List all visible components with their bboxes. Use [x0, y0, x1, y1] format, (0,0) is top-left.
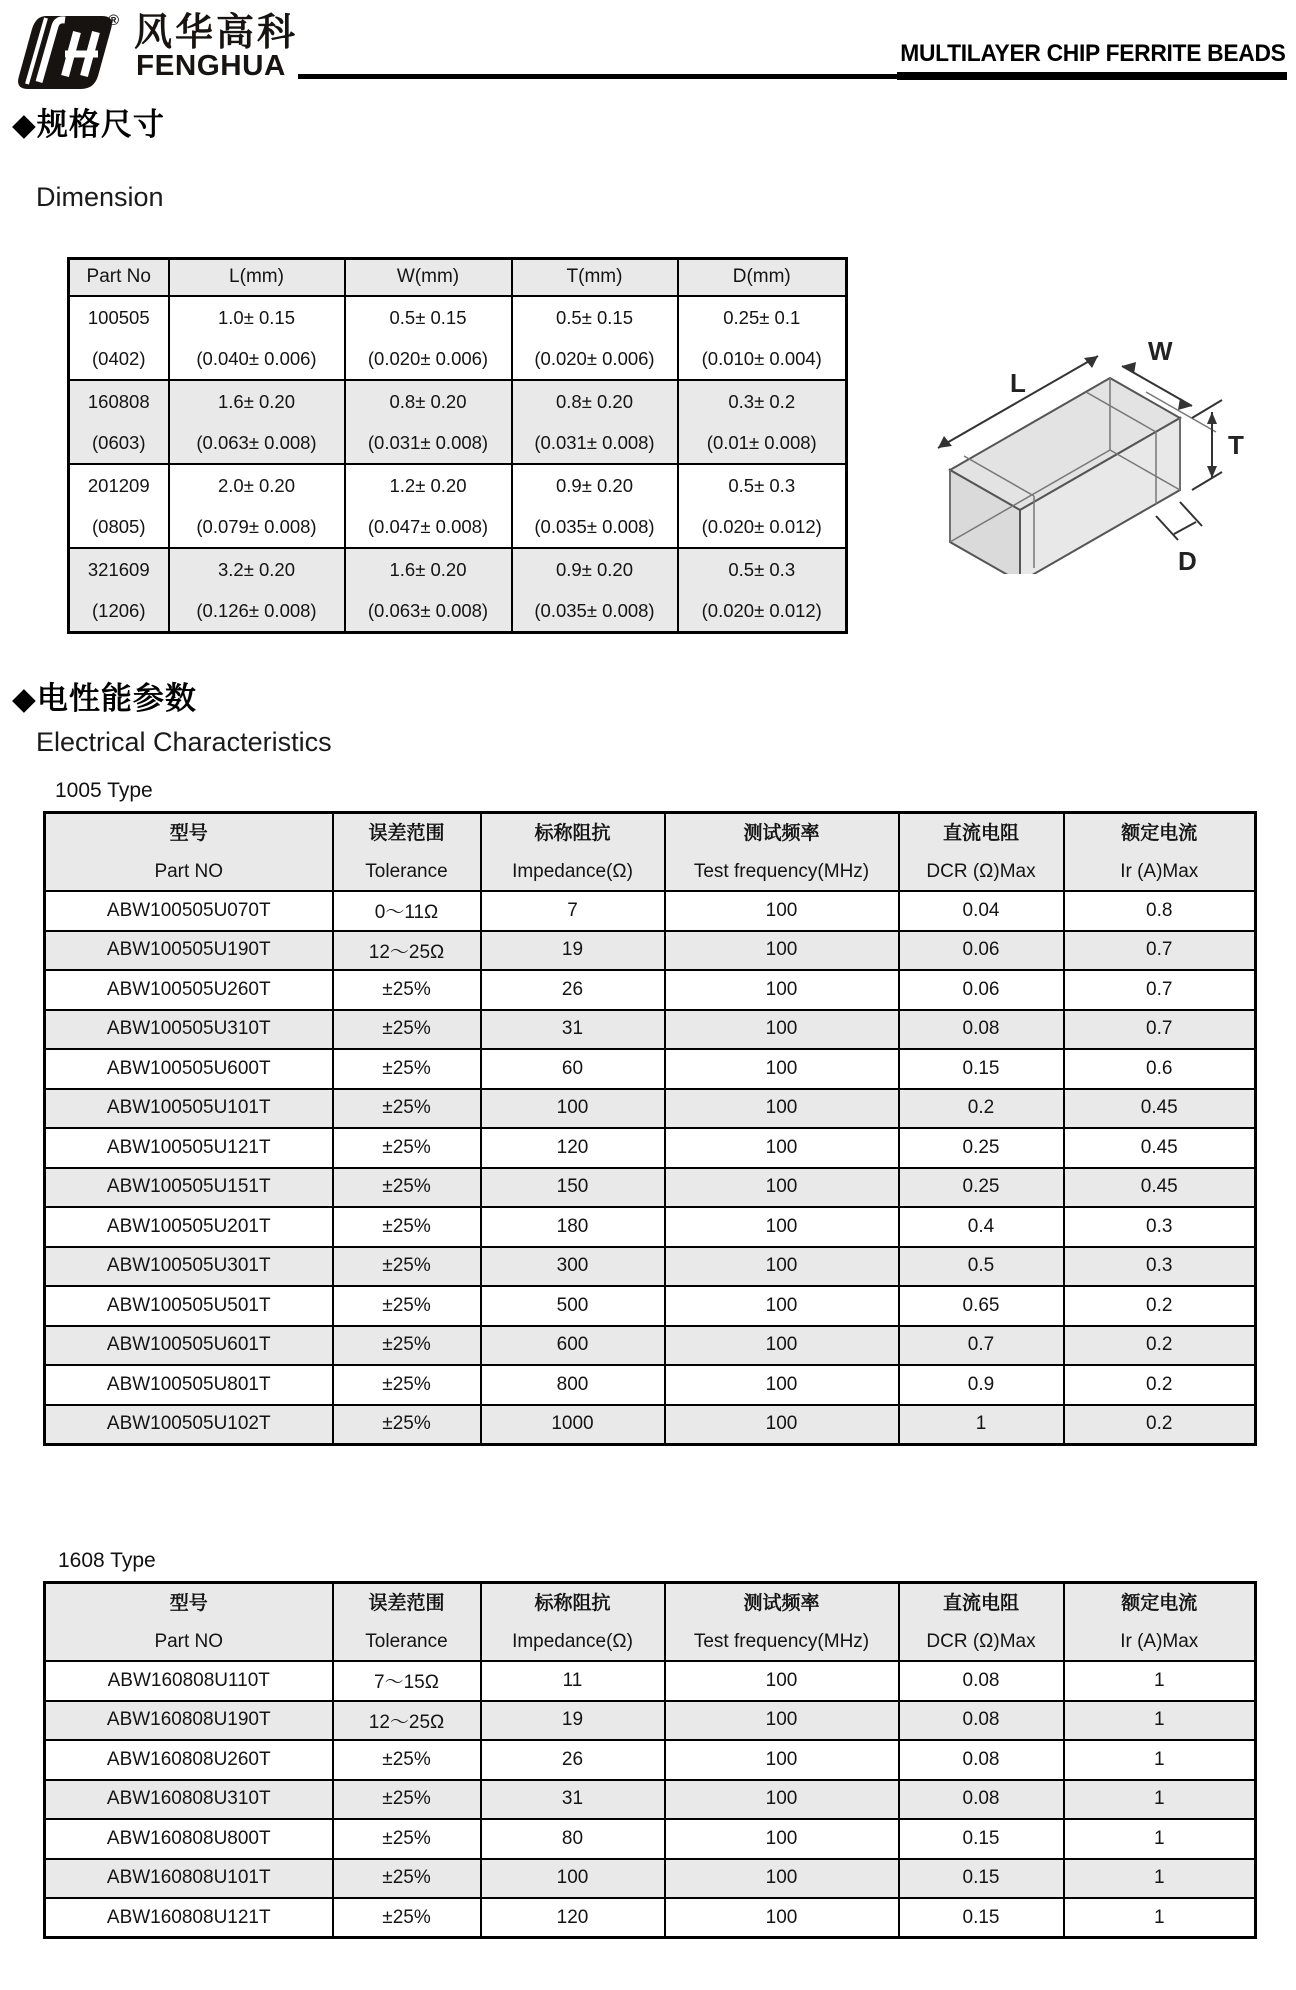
- dimension-cell-line: 0.3± 0.2: [728, 390, 796, 412]
- spec-cell: 100: [665, 1661, 899, 1701]
- spec-cell: 1: [1064, 1780, 1256, 1820]
- dimension-cell: [69, 548, 169, 633]
- spec-cell: 120: [481, 1128, 665, 1168]
- spec-row: [45, 1740, 1256, 1780]
- dimension-cell: [169, 380, 345, 464]
- spec-cell: 180: [481, 1207, 665, 1247]
- dimension-cell-line: 0.5± 0.3: [728, 474, 796, 496]
- dimension-cell-line: (0402): [92, 347, 146, 369]
- spec-cell: 1: [1064, 1819, 1256, 1859]
- dimension-cell-line: (0.063± 0.008): [196, 431, 317, 453]
- spec-cell: 0.65: [899, 1286, 1064, 1326]
- spec-column-header: [1064, 1583, 1256, 1662]
- diagram-label-t: T: [1228, 430, 1244, 460]
- spec-column-header-cn: 测试频率: [743, 823, 820, 844]
- dimension-cell-line: 0.8± 0.20: [555, 390, 634, 412]
- spec-table-body: [45, 1661, 1256, 1938]
- spec-cell: ±25%: [333, 1010, 481, 1050]
- spec-column-header-cn: 直流电阻: [942, 823, 1019, 844]
- dimension-row: [69, 380, 847, 464]
- type-label-1005: 1005 Type: [55, 779, 153, 802]
- dimension-cell-line: 0.9± 0.20: [555, 474, 634, 496]
- spec-column-header-en: Tolerance: [365, 1631, 448, 1652]
- spec-column-header-en: Ir (A)Max: [1120, 1631, 1199, 1652]
- spec-cell: 1: [1064, 1898, 1256, 1938]
- spec-column-header-cn: 额定电流: [1121, 1593, 1198, 1614]
- spec-table-body: [45, 891, 1256, 1444]
- dimension-cell: [512, 548, 678, 633]
- document-title: MULTILAYER CHIP FERRITE BEADS: [900, 40, 1286, 67]
- spec-cell: 0.08: [899, 1701, 1064, 1741]
- dimension-column-header: Part No: [69, 259, 169, 296]
- spec-cell: ABW100505U070T: [45, 891, 333, 931]
- spec-column-header-en: Part NO: [154, 1631, 224, 1652]
- spec-cell: ABW100505U201T: [45, 1207, 333, 1247]
- spec-cell: ±25%: [333, 1740, 481, 1780]
- spec-row: [45, 931, 1256, 971]
- spec-cell: 12～25Ω: [333, 1701, 481, 1741]
- spec-cell: 500: [481, 1286, 665, 1326]
- dimension-cell-line: (0.020± 0.006): [534, 347, 655, 369]
- spec-cell: ABW100505U301T: [45, 1247, 333, 1287]
- spec-cell: 100: [665, 1898, 899, 1938]
- spec-column-header: [45, 813, 333, 892]
- dimension-cell: [169, 464, 345, 548]
- spec-cell: 100: [665, 1701, 899, 1741]
- spec-row: [45, 1010, 1256, 1050]
- dimension-cell: [345, 296, 512, 380]
- spec-cell: 1: [1064, 1701, 1256, 1741]
- spec-cell: 100: [665, 1405, 899, 1445]
- spec-row: [45, 1168, 1256, 1208]
- spec-cell: 100: [665, 1207, 899, 1247]
- dimension-cell-line: 0.25± 0.1: [723, 306, 801, 328]
- spec-cell: ABW100505U501T: [45, 1286, 333, 1326]
- dimension-cell-line: (0.035± 0.008): [534, 515, 655, 537]
- spec-cell: 1: [1064, 1859, 1256, 1899]
- spec-cell: ABW100505U601T: [45, 1326, 333, 1366]
- spec-column-header-cn: 标称阻抗: [534, 1593, 611, 1614]
- spec-row: [45, 1819, 1256, 1859]
- diagram-label-w: W: [1148, 336, 1173, 366]
- dimension-cell: [678, 380, 847, 464]
- spec-cell: ABW100505U260T: [45, 970, 333, 1010]
- spec-cell: ±25%: [333, 1168, 481, 1208]
- spec-column-header-en: Test frequency(MHz): [693, 861, 870, 882]
- spec-column-header: [45, 1583, 333, 1662]
- spec-cell: 0.45: [1064, 1128, 1256, 1168]
- spec-cell: 0.15: [899, 1819, 1064, 1859]
- dimension-row: [69, 296, 847, 380]
- spec-cell: 26: [481, 970, 665, 1010]
- spec-row: [45, 891, 1256, 931]
- header-divider-line: [298, 74, 898, 79]
- dimension-heading-en: Dimension: [36, 182, 164, 212]
- spec-cell: ABW160808U260T: [45, 1740, 333, 1780]
- spec-cell: 0.2: [899, 1089, 1064, 1129]
- spec-cell: 11: [481, 1661, 665, 1701]
- dimension-row: [69, 548, 847, 633]
- spec-cell: ±25%: [333, 1326, 481, 1366]
- spec-cell: 100: [665, 1049, 899, 1089]
- spec-cell: 800: [481, 1365, 665, 1405]
- spec-cell: 100: [665, 1859, 899, 1899]
- spec-cell: 0.4: [899, 1207, 1064, 1247]
- spec-cell: 0.45: [1064, 1168, 1256, 1208]
- dimension-table-body: [69, 296, 847, 633]
- dimension-cell-line: (0.031± 0.008): [534, 431, 655, 453]
- dimension-table: [67, 257, 848, 634]
- spec-column-header-en: Tolerance: [365, 861, 448, 882]
- dimension-header-row: [69, 259, 847, 296]
- spec-cell: ±25%: [333, 970, 481, 1010]
- spec-cell: ±25%: [333, 1819, 481, 1859]
- dimension-cell-line: (0.031± 0.008): [367, 431, 489, 453]
- dimension-cell-line: (0.020± 0.012): [701, 599, 822, 621]
- spec-column-header-en: Impedance(Ω): [512, 861, 633, 882]
- dimension-cell-line: (0.063± 0.008): [367, 599, 489, 621]
- spec-column-header-en: Test frequency(MHz): [693, 1631, 870, 1652]
- spec-cell: 0.08: [899, 1661, 1064, 1701]
- spec-cell: 0.06: [899, 931, 1064, 971]
- spec-cell: 0.2: [1064, 1326, 1256, 1366]
- spec-cell: 100: [665, 1010, 899, 1050]
- spec-cell: ±25%: [333, 1780, 481, 1820]
- dimension-cell-line: 0.5± 0.15: [389, 306, 467, 328]
- spec-cell: 1: [899, 1405, 1064, 1445]
- dimension-column-header: D(mm): [678, 259, 847, 296]
- spec-cell: 0.9: [899, 1365, 1064, 1405]
- spec-cell: 0.25: [899, 1168, 1064, 1208]
- spec-cell: 0.3: [1064, 1207, 1256, 1247]
- spec-column-header-cn: 误差范围: [368, 1593, 445, 1614]
- dimension-cell: [169, 296, 345, 380]
- spec-column-header: [665, 813, 899, 892]
- dimension-column-header: L(mm): [169, 259, 345, 296]
- dimension-cell: [69, 296, 169, 380]
- spec-cell: ±25%: [333, 1898, 481, 1938]
- dimension-cell-line: 0.5± 0.3: [728, 558, 796, 580]
- spec-row: [45, 1286, 1256, 1326]
- dimension-cell-line: (1206): [92, 599, 146, 621]
- spec-column-header-cn: 型号: [169, 1593, 208, 1614]
- spec-cell: 100: [665, 1128, 899, 1168]
- spec-cell: 0.15: [899, 1898, 1064, 1938]
- spec-cell: 100: [665, 1168, 899, 1208]
- dimension-cell-line: (0.01± 0.008): [706, 431, 817, 453]
- dimension-cell-line: (0.126± 0.008): [196, 599, 317, 621]
- spec-cell: 26: [481, 1740, 665, 1780]
- spec-cell: 0.04: [899, 891, 1064, 931]
- spec-cell: 0.08: [899, 1780, 1064, 1820]
- dimension-cell-line: 3.2± 0.20: [217, 558, 296, 580]
- spec-column-header: [899, 813, 1064, 892]
- spec-cell: 100: [665, 1819, 899, 1859]
- brand-name-chinese: 风华高科: [134, 12, 299, 54]
- spec-cell: 100: [665, 1089, 899, 1129]
- spec-column-header-en: Ir (A)Max: [1120, 861, 1199, 882]
- dimension-cell-line: 201209: [87, 474, 150, 496]
- spec-cell: 12～25Ω: [333, 931, 481, 971]
- spec-cell: 300: [481, 1247, 665, 1287]
- spec-cell: 19: [481, 1701, 665, 1741]
- header-divider-line-thick: [897, 72, 1287, 80]
- spec-cell: 0.8: [1064, 891, 1256, 931]
- spec-row: [45, 1780, 1256, 1820]
- dimension-cell-line: 1.2± 0.20: [389, 474, 467, 496]
- dimension-cell-line: 0.9± 0.20: [555, 558, 634, 580]
- spec-cell: 100: [665, 1247, 899, 1287]
- spec-cell: 0.15: [899, 1859, 1064, 1899]
- chip-dimension-diagram: [930, 288, 1296, 574]
- spec-cell: 1: [1064, 1740, 1256, 1780]
- spec-cell: ±25%: [333, 1365, 481, 1405]
- spec-cell: ±25%: [333, 1207, 481, 1247]
- spec-cell: 0.5: [899, 1247, 1064, 1287]
- spec-column-header-en: Impedance(Ω): [512, 1631, 633, 1652]
- spec-header-row: [45, 1583, 1256, 1662]
- spec-row: [45, 1326, 1256, 1366]
- dimension-cell: [678, 548, 847, 633]
- spec-row: [45, 1365, 1256, 1405]
- dimension-cell-line: 1.6± 0.20: [389, 558, 467, 580]
- dimension-cell-line: (0.079± 0.008): [196, 515, 317, 537]
- spec-cell: ABW160808U190T: [45, 1701, 333, 1741]
- dimension-cell-line: 1.0± 0.15: [217, 306, 296, 328]
- dimension-row: [69, 464, 847, 548]
- dimension-cell-line: 1.6± 0.20: [217, 390, 296, 412]
- spec-column-header: [481, 1583, 665, 1662]
- spec-cell: 120: [481, 1898, 665, 1938]
- dimension-cell-line: 0.8± 0.20: [389, 390, 467, 412]
- spec-cell: 100: [665, 1326, 899, 1366]
- spec-cell: 100: [481, 1859, 665, 1899]
- spec-cell: 80: [481, 1819, 665, 1859]
- spec-cell: 100: [665, 970, 899, 1010]
- spec-cell: 0.2: [1064, 1286, 1256, 1326]
- spec-cell: ABW100505U102T: [45, 1405, 333, 1445]
- dimension-cell: [69, 464, 169, 548]
- dimension-cell-line: 160808: [87, 390, 150, 412]
- brand-name-english: FENGHUA: [136, 50, 286, 82]
- dimension-cell: [678, 296, 847, 380]
- spec-column-header: [1064, 813, 1256, 892]
- spec-cell: 0.7: [899, 1326, 1064, 1366]
- spec-cell: 100: [665, 931, 899, 971]
- dimension-cell-line: 321609: [87, 558, 150, 580]
- spec-cell: 0.7: [1064, 970, 1256, 1010]
- spec-table-1005: [43, 811, 1257, 1446]
- spec-cell: ±25%: [333, 1089, 481, 1129]
- spec-column-header-cn: 标称阻抗: [534, 823, 611, 844]
- spec-cell: 0～11Ω: [333, 891, 481, 931]
- spec-cell: 0.6: [1064, 1049, 1256, 1089]
- spec-cell: 0.45: [1064, 1089, 1256, 1129]
- spec-row: [45, 1049, 1256, 1089]
- spec-cell: ABW100505U801T: [45, 1365, 333, 1405]
- dimension-cell: [512, 380, 678, 464]
- spec-cell: ABW160808U800T: [45, 1819, 333, 1859]
- spec-cell: 100: [665, 891, 899, 931]
- spec-column-header: [899, 1583, 1064, 1662]
- dimension-cell-line: (0.020± 0.006): [367, 347, 489, 369]
- registered-trademark-icon: ®: [108, 12, 120, 29]
- dimension-cell-line: 2.0± 0.20: [217, 474, 296, 496]
- spec-row: [45, 1207, 1256, 1247]
- spec-column-header: [481, 813, 665, 892]
- spec-column-header-cn: 额定电流: [1121, 823, 1198, 844]
- spec-row: [45, 1859, 1256, 1899]
- spec-row: [45, 1089, 1256, 1129]
- spec-column-header-en: Part NO: [154, 861, 224, 882]
- dimension-cell-line: (0.040± 0.006): [196, 347, 317, 369]
- spec-cell: 0.08: [899, 1010, 1064, 1050]
- spec-cell: ABW160808U110T: [45, 1661, 333, 1701]
- spec-column-header: [665, 1583, 899, 1662]
- spec-column-header: [333, 1583, 481, 1662]
- spec-cell: ±25%: [333, 1049, 481, 1089]
- diagram-label-l: L: [1010, 368, 1026, 398]
- spec-cell: ±25%: [333, 1859, 481, 1899]
- spec-cell: 0.2: [1064, 1405, 1256, 1445]
- dimension-cell-line: 100505: [87, 306, 150, 328]
- spec-cell: 0.25: [899, 1128, 1064, 1168]
- dimension-cell-line: (0.020± 0.012): [701, 515, 822, 537]
- dimension-cell: [345, 548, 512, 633]
- dimension-cell: [169, 548, 345, 633]
- spec-column-header: [333, 813, 481, 892]
- dimension-cell: [69, 380, 169, 464]
- spec-cell: 0.06: [899, 970, 1064, 1010]
- spec-cell: 0.2: [1064, 1365, 1256, 1405]
- spec-cell: 31: [481, 1780, 665, 1820]
- dimension-cell-line: (0.035± 0.008): [534, 599, 655, 621]
- spec-row: [45, 1701, 1256, 1741]
- spec-cell: 600: [481, 1326, 665, 1366]
- spec-cell: ±25%: [333, 1247, 481, 1287]
- spec-cell: 0.3: [1064, 1247, 1256, 1287]
- spec-row: [45, 1661, 1256, 1701]
- spec-cell: 31: [481, 1010, 665, 1050]
- spec-cell: ABW100505U310T: [45, 1010, 333, 1050]
- spec-cell: 7: [481, 891, 665, 931]
- spec-row: [45, 970, 1256, 1010]
- spec-table-1608: [43, 1581, 1257, 1939]
- spec-cell: 100: [665, 1780, 899, 1820]
- dimension-cell-line: (0603): [92, 431, 146, 453]
- spec-column-header-cn: 直流电阻: [942, 1593, 1019, 1614]
- spec-cell: 19: [481, 931, 665, 971]
- spec-cell: ABW100505U151T: [45, 1168, 333, 1208]
- spec-cell: ABW160808U310T: [45, 1780, 333, 1820]
- dimension-column-header: T(mm): [512, 259, 678, 296]
- dimension-cell-line: (0.010± 0.004): [701, 347, 822, 369]
- spec-cell: 150: [481, 1168, 665, 1208]
- spec-row: [45, 1405, 1256, 1445]
- type-label-1608: 1608 Type: [58, 1549, 156, 1572]
- spec-cell: ±25%: [333, 1405, 481, 1445]
- dimension-cell-line: (0805): [92, 515, 146, 537]
- fenghua-logo-icon: [18, 12, 118, 92]
- spec-cell: 60: [481, 1049, 665, 1089]
- spec-cell: ±25%: [333, 1128, 481, 1168]
- spec-cell: 1: [1064, 1661, 1256, 1701]
- dimension-column-header: W(mm): [345, 259, 512, 296]
- spec-cell: ABW160808U101T: [45, 1859, 333, 1899]
- spec-column-header-cn: 测试频率: [743, 1593, 820, 1614]
- spec-row: [45, 1898, 1256, 1938]
- dimension-cell: [512, 464, 678, 548]
- spec-cell: ABW100505U600T: [45, 1049, 333, 1089]
- spec-row: [45, 1128, 1256, 1168]
- spec-column-header-en: DCR (Ω)Max: [926, 1631, 1036, 1652]
- diagram-label-d: D: [1178, 546, 1197, 574]
- spec-cell: ABW100505U101T: [45, 1089, 333, 1129]
- spec-header-row: [45, 813, 1256, 892]
- spec-cell: 100: [665, 1365, 899, 1405]
- spec-column-header-cn: 型号: [169, 823, 208, 844]
- spec-column-header-cn: 误差范围: [368, 823, 445, 844]
- dimension-cell: [678, 464, 847, 548]
- spec-cell: ABW100505U121T: [45, 1128, 333, 1168]
- dimension-cell: [345, 380, 512, 464]
- dimension-cell-line: 0.5± 0.15: [555, 306, 634, 328]
- dimension-cell: [512, 296, 678, 380]
- spec-cell: 0.15: [899, 1049, 1064, 1089]
- spec-cell: 0.08: [899, 1740, 1064, 1780]
- spec-cell: ABW160808U121T: [45, 1898, 333, 1938]
- dimension-heading-cn: ◆规格尺寸: [12, 107, 165, 142]
- spec-cell: 100: [665, 1286, 899, 1326]
- electrical-heading-cn: ◆电性能参数: [12, 681, 197, 716]
- electrical-heading-en: Electrical Characteristics: [36, 727, 332, 757]
- dimension-cell-line: (0.047± 0.008): [367, 515, 489, 537]
- spec-cell: 100: [665, 1740, 899, 1780]
- spec-cell: 100: [481, 1089, 665, 1129]
- spec-cell: 1000: [481, 1405, 665, 1445]
- spec-column-header-en: DCR (Ω)Max: [926, 861, 1036, 882]
- dimension-cell: [345, 464, 512, 548]
- spec-cell: ABW100505U190T: [45, 931, 333, 971]
- spec-row: [45, 1247, 1256, 1287]
- spec-cell: 7～15Ω: [333, 1661, 481, 1701]
- spec-cell: 0.7: [1064, 1010, 1256, 1050]
- spec-cell: ±25%: [333, 1286, 481, 1326]
- spec-cell: 0.7: [1064, 931, 1256, 971]
